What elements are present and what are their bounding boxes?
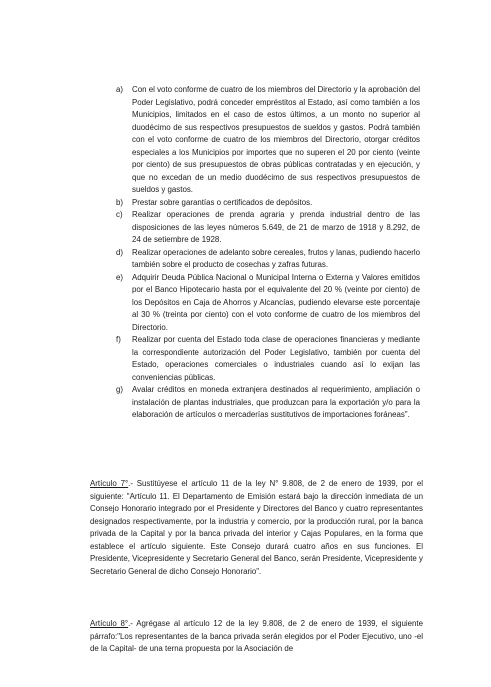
article-text: .- Agrégase al artículo 12 de la ley 9.808, de 2 de enero de 1939, el siguiente párrafo:"Los representantes de la banca privada serán elegidos por el Poder Ejecutivo, uno -el de la Capital- de una terna propuesta por la Asociación de (90, 619, 423, 653)
article-text: .- Sustitúyese el artículo 11 de la ley N° 9.808, de 2 de enero de 1939, por el siguiente: "Artículo 11. El Departamento de Emisión estará bajo la dirección inmediata de un Consejo Honorario integrado por el Presidente y Directores del Banco y cuatro representantes designados respectivamente, por la industria y comercio, por la producción rural, por la banca privada de la Capital y por la banca privada del interior y Cajas Populares, en la forma que establece el artículo siguiente. Este Consejo durará cuatro años en sus funciones. El Presidente, Vicepresidente y Secretario General del Banco, serán Presidente, Vicepresidente y Secretario General de dicho Consejo Honorario". (90, 479, 423, 576)
list-marker: e) (116, 272, 124, 282)
list-marker: b) (116, 197, 124, 207)
list-item-c (118, 209, 420, 247)
list-marker: d) (116, 247, 124, 257)
article-label: Artículo 8° (90, 619, 129, 628)
list-item-a (118, 84, 420, 197)
list-marker: f) (116, 335, 121, 344)
list-item-text: Con el voto conforme de cuatro de los miembros del Directorio y la aprobación del Poder Legislativo, podrá conceder empréstitos al Estado, así como también a los Municipios, limitados en el caso de estos últimos, a un monto no superior al duodécimo de sus respectivos presupuestos de sueldos y gastos. Podrá también con el voto conforme de cuatro de los miembros del Directorio, otorgar créditos especiales a los Municipios por importes que no superen el 20 por ciento (veinte por ciento) de sus presupuestos de obras públicas contratadas y en ejecución, y que no excedan de un medio duodécimo de sus respectivos presupuestos de sueldos y gastos. (132, 85, 420, 194)
list-item-text: Realizar operaciones de prenda agraria y prenda industrial dentro de las disposiciones de las leyes números 5.649, de 21 de marzo de 1918 y 8.292, de 24 de setiembre de 1928. (132, 210, 420, 244)
list-marker: a) (116, 85, 124, 94)
operations-list (118, 84, 420, 422)
list-item-e (118, 272, 420, 335)
list-item-text: Avalar créditos en moneda extranjera destinados al requerimiento, ampliación o instalación de plantas industriales, que produzcan para la exportación y/o para la elaboración de artículos o mercaderías sustitutivos de importaciones foráneas". (132, 385, 420, 419)
article-label: Artículo 7° (90, 479, 129, 488)
list-item-text: Adquirir Deuda Pública Nacional o Municipal Interna o Externa y Valores emitidos por el Banco Hipotecario hasta por el equivalente del 20 % (veinte por ciento) de los Depósitos en Caja de Ahorros y Alcancías, pudiendo elevarse este porcentaje al 30 % (treinta por ciento) con el voto conforme de cuatro de los miembros del Directorio. (132, 272, 420, 332)
article-8 (90, 618, 423, 656)
list-item-b (118, 197, 420, 210)
list-item-text: Prestar sobre garantías o certificados de depósitos. (132, 197, 313, 207)
list-marker: c) (116, 210, 123, 219)
list-item-text: Realizar por cuenta del Estado toda clase de operaciones financieras y mediante la correspondiente autorización del Poder Legislativo, también por cuenta del Estado, operaciones comerciales o industriales cuando así lo exijan las conveniencias públicas. (132, 335, 420, 382)
list-item-f (118, 334, 420, 384)
article-7 (90, 478, 423, 578)
list-marker: g) (116, 385, 124, 394)
list-item-text: Realizar operaciones de adelanto sobre cereales, frutos y lanas, pudiendo hacerlo también sobre el producto de cosechas y zafras futuras. (132, 247, 420, 269)
list-item-d (118, 247, 420, 272)
list-item-g (118, 384, 420, 422)
